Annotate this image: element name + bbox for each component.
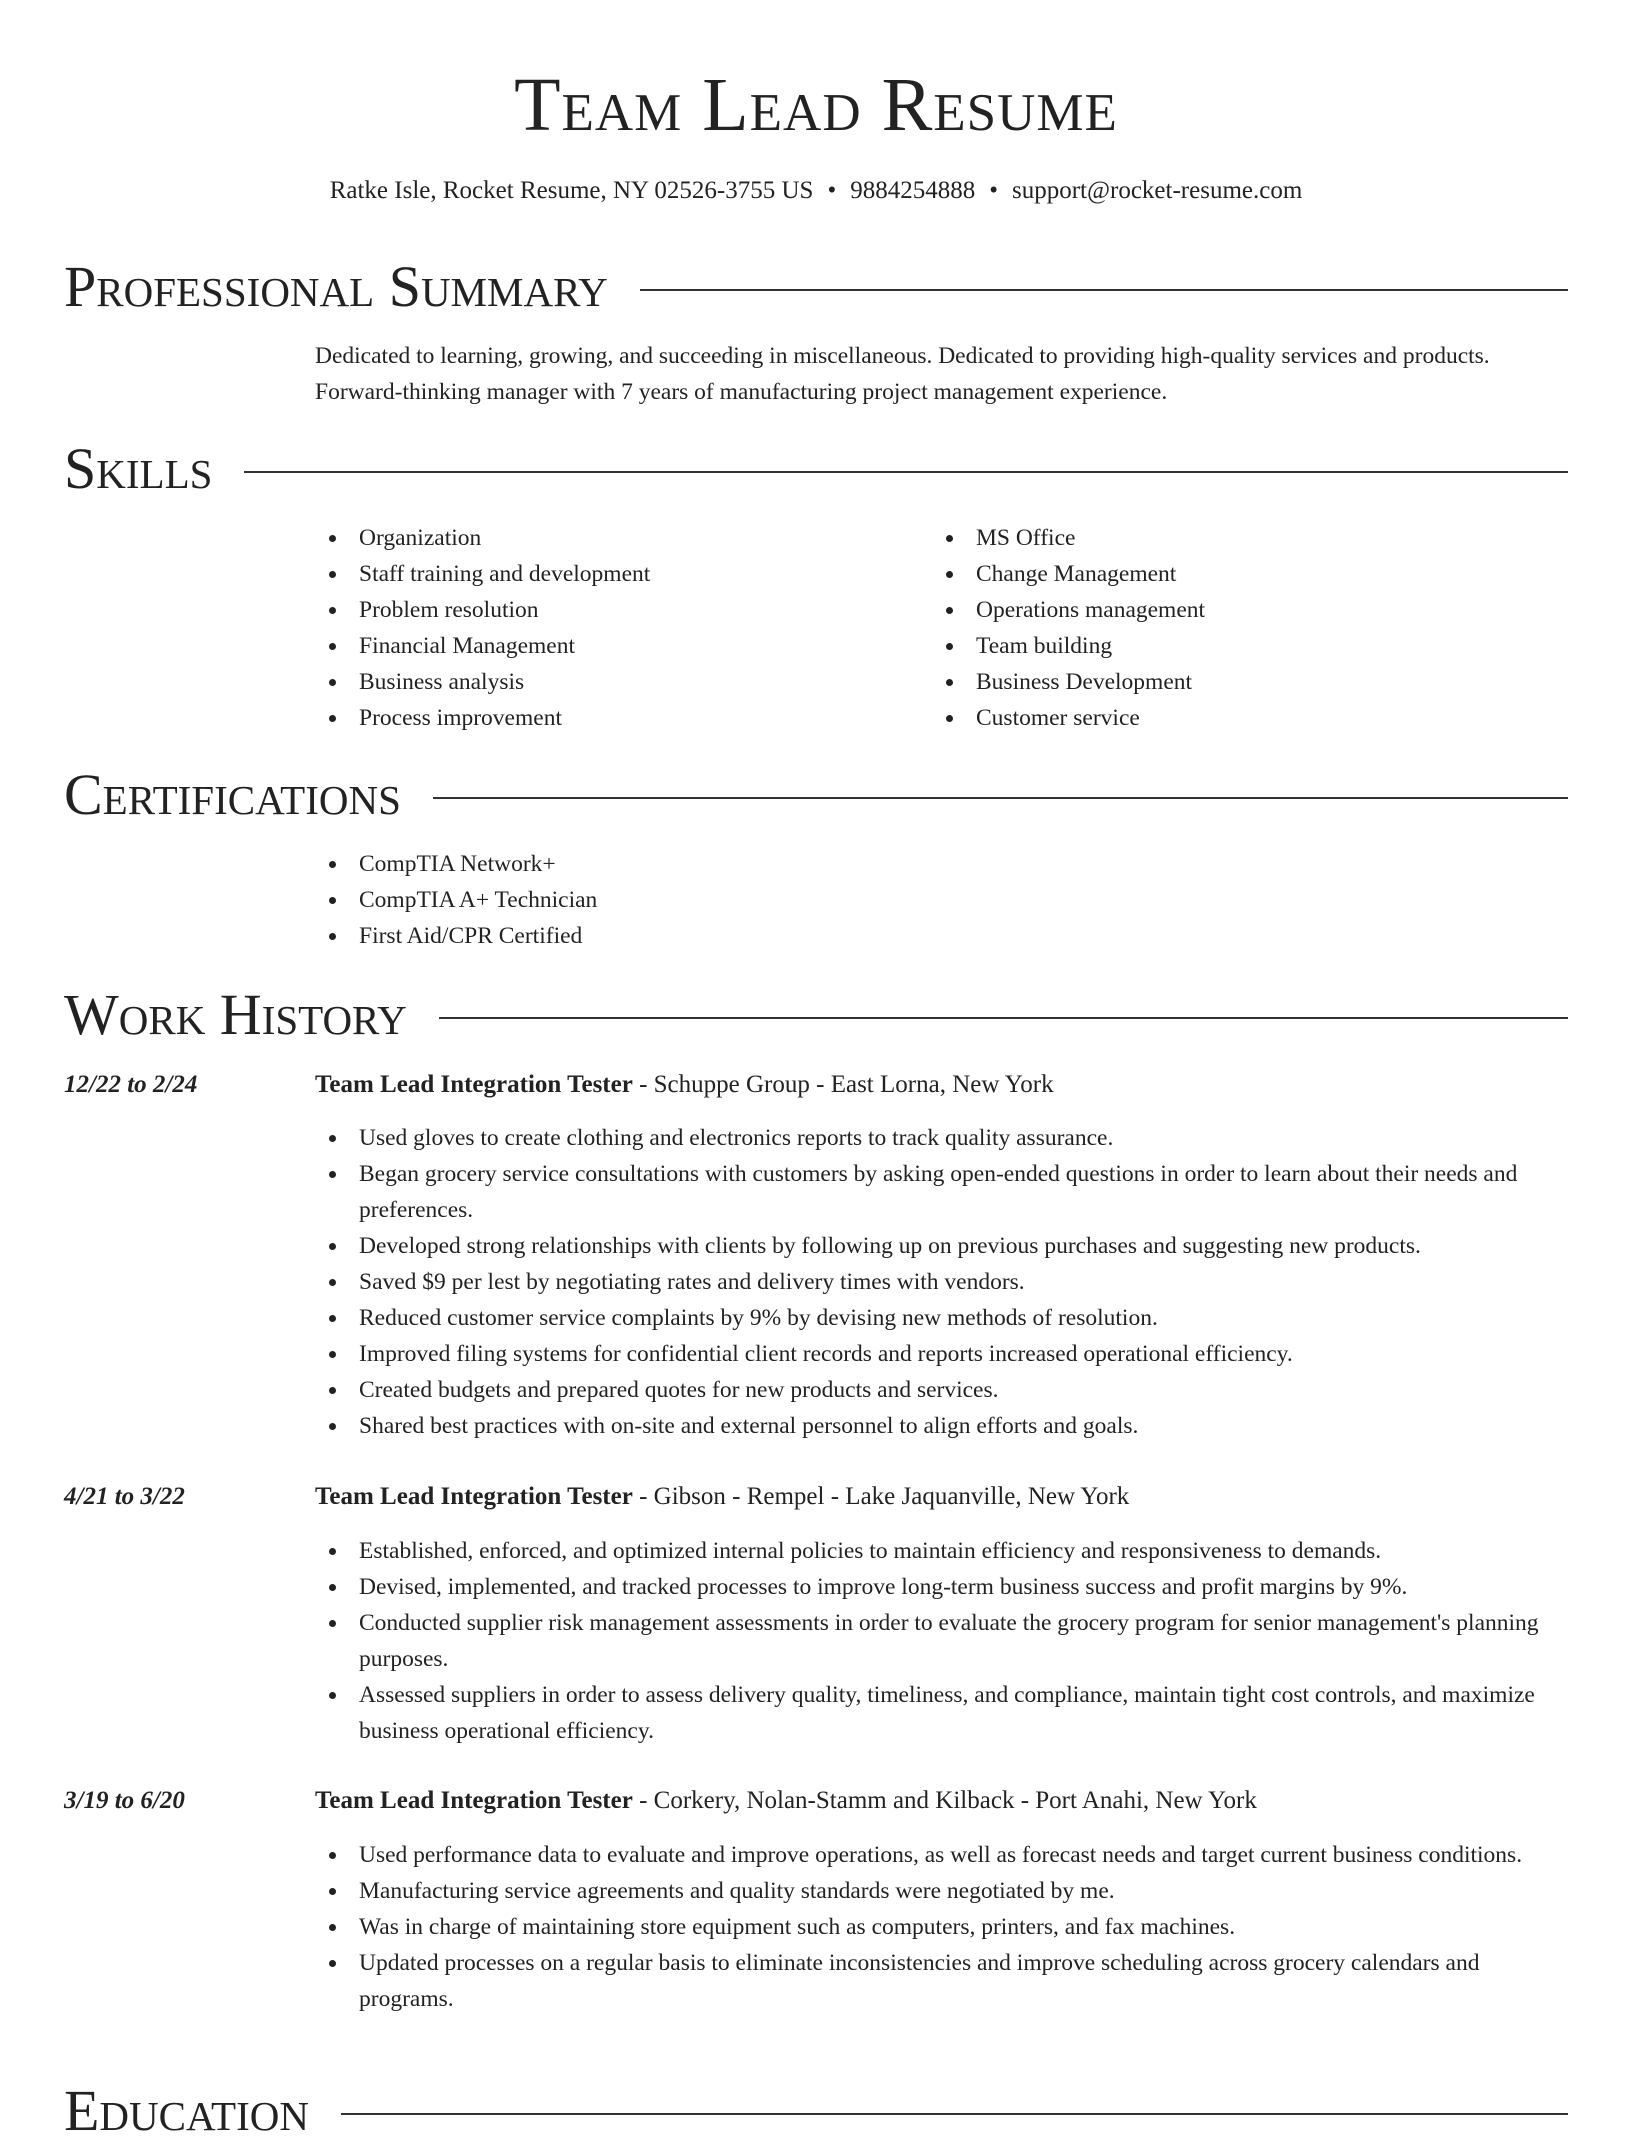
contact-line [0, 176, 1632, 206]
job-bullet: Improved filing systems for confidential client records and reports increased operational efficiency. [315, 1336, 1568, 1372]
education-section-header [64, 2080, 1568, 2142]
job-bullet: Saved $9 per lest by negotiating rates and delivery times with vendors. [315, 1264, 1568, 1300]
job-bullet: Used performance data to evaluate and improve operations, as well as forecast needs and target current business conditions. [315, 1837, 1568, 1873]
section-divider [341, 2113, 1568, 2115]
job-employer: - Schuppe Group - East Lorna, New York [632, 1071, 1054, 1098]
skill-item: Team building [932, 628, 1492, 664]
certification-item: First Aid/CPR Certified [315, 918, 1515, 954]
job-bullet: Manufacturing service agreements and quality standards were negotiated by me. [315, 1873, 1568, 1909]
job-bullets [315, 1837, 1568, 2017]
job-bullet: Was in charge of maintaining store equipment such as computers, printers, and fax machines. [315, 1909, 1568, 1945]
skill-item: Financial Management [315, 628, 875, 664]
contact-address: Ratke Isle, Rocket Resume, NY 02526-3755 US [329, 177, 814, 204]
section-divider [439, 1017, 1568, 1019]
skill-item: Process improvement [315, 700, 875, 736]
skill-item: Problem resolution [315, 592, 875, 628]
summary-section-header [64, 256, 1568, 318]
job-dates: 12/22 to 2/24 [64, 1071, 198, 1098]
section-divider [640, 289, 1568, 291]
contact-email: support@rocket-resume.com [1011, 177, 1303, 204]
skills-column-right [932, 520, 1492, 736]
job-employer: - Gibson - Rempel - Lake Jaquanville, New York [632, 1483, 1130, 1510]
job-bullet: Developed strong relationships with clients by following up on previous purchases and suggesting new products. [315, 1228, 1568, 1264]
section-divider [433, 797, 1568, 799]
job-bullet: Began grocery service consultations with customers by asking open-ended questions in order to learn about their needs and preferences. [315, 1156, 1568, 1228]
job-bullet: Created budgets and prepared quotes for new products and services. [315, 1372, 1568, 1408]
contact-phone: 9884254888 [850, 177, 976, 204]
job-title: Team Lead Integration Tester [315, 1483, 633, 1510]
skill-item: Staff training and development [315, 556, 875, 592]
skill-item: Organization [315, 520, 875, 556]
job-title: Team Lead Integration Tester [315, 1787, 633, 1814]
job-bullets [315, 1533, 1568, 1749]
resume-title: Team Lead Resume [514, 63, 1118, 147]
job-bullets [315, 1120, 1568, 1444]
job-bullet: Devised, implemented, and tracked processes to improve long-term business success and profit margins by 9%. [315, 1569, 1568, 1605]
summary-heading: Professional Summary [64, 254, 608, 319]
job-bullet: Reduced customer service complaints by 9% by devising new methods of resolution. [315, 1300, 1568, 1336]
contact-separator: • [827, 177, 837, 204]
section-divider [244, 471, 1568, 473]
skill-item: Operations management [932, 592, 1492, 628]
certifications-section-header [64, 764, 1568, 826]
job-bullet: Shared best practices with on-site and external personnel to align efforts and goals. [315, 1408, 1568, 1444]
certification-item: CompTIA Network+ [315, 846, 1515, 882]
work-history-section-header [64, 984, 1568, 1046]
work-history-heading: Work History [64, 982, 407, 1047]
skills-section-header [64, 438, 1568, 500]
certifications-heading: Certifications [64, 762, 401, 827]
skill-item: Business Development [932, 664, 1492, 700]
certifications-list [315, 846, 1515, 954]
job-bullet: Used gloves to create clothing and electronics reports to track quality assurance. [315, 1120, 1568, 1156]
skills-column-left [315, 520, 875, 736]
job-title-line [315, 1785, 1568, 1817]
job-bullet: Conducted supplier risk management assessments in order to evaluate the grocery program for senior management's planning purposes. [315, 1605, 1568, 1677]
job-employer: - Corkery, Nolan-Stamm and Kilback - Port Anahi, New York [632, 1787, 1257, 1814]
skill-item: MS Office [932, 520, 1492, 556]
job-bullet: Updated processes on a regular basis to eliminate inconsistencies and improve scheduling across grocery calendars and programs. [315, 1945, 1568, 2017]
summary-text: Dedicated to learning, growing, and succeeding in miscellaneous. Dedicated to providing high-quality services and products. Forward-thinking manager with 7 years of manufacturing project management experience. [315, 343, 1490, 405]
certification-item: CompTIA A+ Technician [315, 882, 1515, 918]
job-bullet: Assessed suppliers in order to assess delivery quality, timeliness, and compliance, maintain tight cost controls, and maximize business operational efficiency. [315, 1677, 1568, 1749]
skill-item: Business analysis [315, 664, 875, 700]
job-title-line [315, 1481, 1568, 1513]
job-title-line [315, 1069, 1568, 1101]
job-dates: 3/19 to 6/20 [64, 1787, 185, 1814]
skill-item: Change Management [932, 556, 1492, 592]
skill-item: Customer service [932, 700, 1492, 736]
job-title: Team Lead Integration Tester [315, 1071, 633, 1098]
skills-heading: Skills [64, 436, 213, 501]
job-bullet: Established, enforced, and optimized internal policies to maintain efficiency and responsiveness to demands. [315, 1533, 1568, 1569]
contact-separator: • [989, 177, 998, 204]
education-heading: Education [64, 2078, 309, 2143]
job-dates: 4/21 to 3/22 [64, 1483, 185, 1510]
